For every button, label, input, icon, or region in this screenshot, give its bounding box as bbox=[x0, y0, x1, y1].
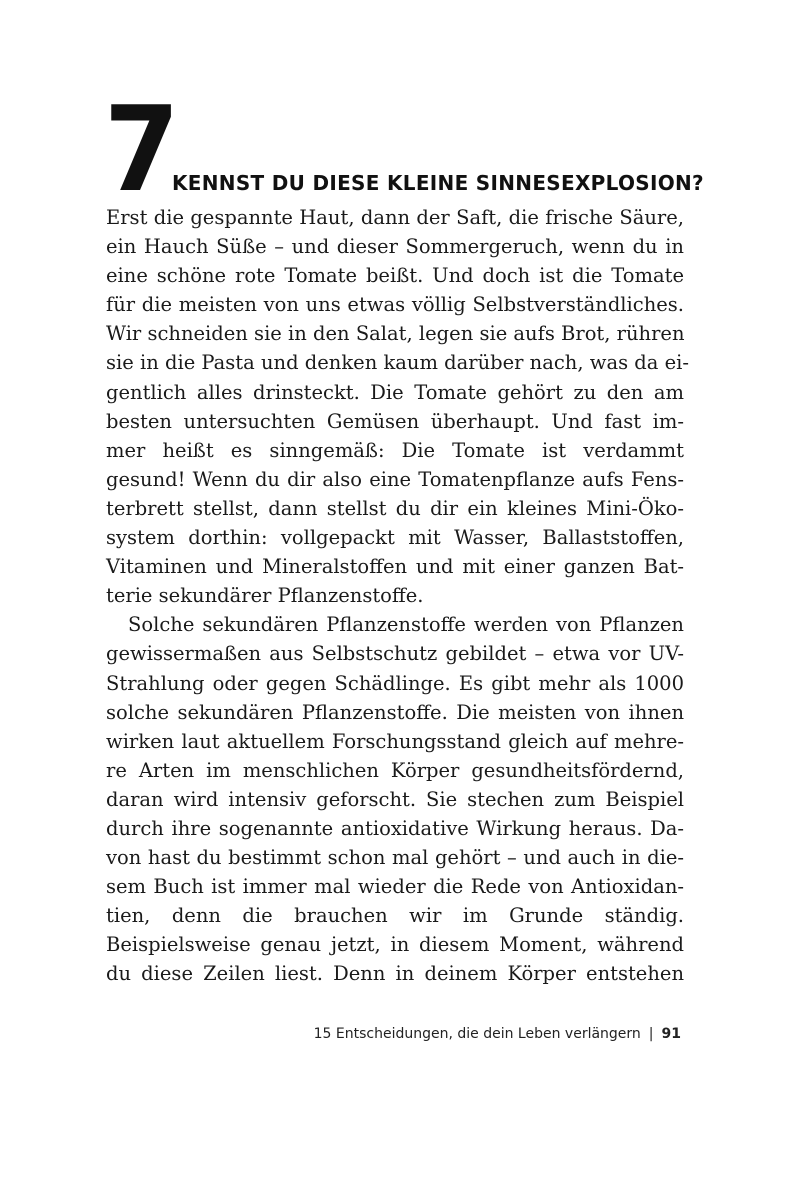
chapter-title: KENNST DU DIESE KLEINE SINNESEXPLOSION? bbox=[172, 171, 704, 195]
text-line: Solche sekundären Pflanzenstoffe werden von Pflanzen bbox=[128, 613, 684, 637]
text-line: von hast du bestimmt schon mal gehört – und auch in die- bbox=[106, 846, 684, 870]
text-line: solche sekundären Pflanzenstoffe. Die meisten von ihnen bbox=[106, 700, 684, 724]
page-number: 91 bbox=[661, 1026, 681, 1042]
text-line: terbrett stellst, dann stellst du dir ein kleines Mini-Öko- bbox=[106, 496, 684, 520]
text-line: Strahlung oder gegen Schädlinge. Es gibt mehr als 1000 bbox=[106, 671, 684, 695]
text-line: besten untersuchten Gemüsen überhaupt. Und fast im- bbox=[106, 409, 684, 433]
footer-separator: | bbox=[648, 1026, 654, 1042]
paragraph-1 bbox=[106, 203, 689, 610]
text-line: Vitaminen und Mineralstoffen und mit einer ganzen Bat- bbox=[106, 555, 684, 579]
text-line: Wir schneiden sie in den Salat, legen sie aufs Brot, rühren bbox=[106, 322, 685, 346]
body-text bbox=[106, 203, 689, 989]
text-line: mer heißt es sinngemäß: Die Tomate ist verdammt bbox=[106, 438, 684, 462]
text-line: gewissermaßen aus Selbstschutz gebildet – etwa vor UV- bbox=[106, 642, 684, 666]
text-line: Beispielsweise genau jetzt, in diesem Moment, während bbox=[106, 933, 684, 957]
text-line: daran wird intensiv geforscht. Sie stechen zum Beispiel bbox=[106, 787, 684, 811]
text-line: durch ihre sogenannte antioxidative Wirkung heraus. Da- bbox=[106, 816, 684, 840]
running-title: 15 Entscheidungen, die dein Leben verlängern bbox=[313, 1026, 641, 1042]
text-line: system dorthin: vollgepackt mit Wasser, Ballaststoffen, bbox=[106, 526, 684, 550]
text-line: gentlich alles drinsteckt. Die Tomate gehört zu den am bbox=[106, 380, 684, 404]
text-line: sem Buch ist immer mal wieder die Rede von Antioxidan- bbox=[106, 875, 684, 899]
text-line: sie in die Pasta und denken kaum darüber nach, was da ei- bbox=[106, 351, 689, 375]
text-line: ein Hauch Süße – und dieser Sommergeruch, wenn du in bbox=[106, 235, 684, 259]
text-line: gesund! Wenn du dir also eine Tomatenpflanze aufs Fens- bbox=[106, 467, 684, 491]
text-line: re Arten im menschlichen Körper gesundheitsfördernd, bbox=[106, 758, 684, 782]
page-footer bbox=[314, 1024, 681, 1044]
text-line: wirken laut aktuellem Forschungsstand gleich auf mehre- bbox=[106, 729, 684, 753]
text-line: terie sekundärer Pflanzenstoffe. bbox=[106, 584, 424, 608]
text-line: für die meisten von uns etwas völlig Selbstverständliches. bbox=[106, 293, 684, 317]
paragraph-2 bbox=[106, 610, 684, 988]
chapter-number: 7 bbox=[104, 80, 176, 218]
text-line: du diese Zeilen liest. Denn in deinem Körper entstehen bbox=[106, 962, 684, 986]
text-line: tien, denn die brauchen wir im Grunde ständig. bbox=[106, 904, 684, 928]
text-line: Erst die gespannte Haut, dann der Saft, die frische Säure, bbox=[106, 206, 684, 229]
text-line: eine schöne rote Tomate beißt. Und doch ist die Tomate bbox=[106, 264, 684, 288]
